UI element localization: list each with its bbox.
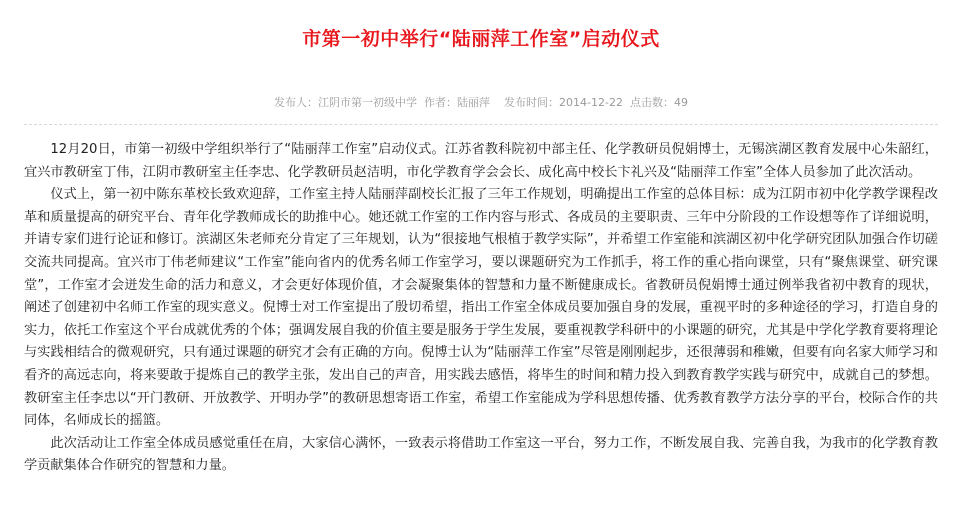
article-meta: [24, 96, 938, 110]
article-body: [24, 139, 938, 478]
meta-divider: [24, 124, 938, 125]
views-value: 49: [673, 96, 688, 109]
author-label: 作者：: [424, 96, 458, 109]
publisher-value: 江阴市第一初级中学: [318, 96, 418, 109]
article-title: 市第一初中举行“陆丽萍工作室”启动仪式: [302, 28, 660, 50]
date-value: 2014-12-22: [559, 96, 623, 109]
views-label: 点击数：: [629, 96, 674, 109]
paragraph-2: 仪式上，第一初中陈东革校长致欢迎辞，工作室主持人陆丽萍副校长汇报了三年工作规划，明确提出工作室的总体目标：成为江阴市初中化学教学课程改革和质量提高的研究平台、青年化学教师成长的助推中心。她还就工作室的工作内容与形式、各成员的主要职责、三年中分阶段的工作设想等作了详细说明，并请专家们进行论证和修订。滨湖区朱老师充分肯定了三年规划，认为“很接地气根植于教学实际”，并希望工作室能和滨湖区初中化学研究团队加强合作切磋交流共同提高。宜兴市丁伟老师建议“工作室”能向省内的优秀名师工作室学习，要以课题研究为工作抓手，将工作的重心指向课堂，只有“聚焦课堂、研究课堂”，工作室才会迸发生命的活力和意义，才会更好体现价值，才会凝聚集体的智慧和力量不断健康成长。省教研员倪娟博士通过例举我省初中教育的现状，阐述了创建初中名师工作室的现实意义。倪博士对工作室提出了殷切希望，指出工作室全体成员要加强自身的发展，重视平时的多种途径的学习，打造自身的实力，依托工作室这个平台成就优秀的个体；强调发展自我的价值主要是服务于学生发展，要重视教学科研中的小课题的研究，尤其是中学化学教育要将理论与实践相结合的微观研究，只有通过课题的研究才会有正确的方向。倪博士认为“陆丽萍工作室”尽管是刚刚起步，还很薄弱和稚嫩，但要有向名家大师学习和看齐的高远志向，将来要敢于提炼自己的教学主张，发出自己的声音，用实践去感悟，将毕生的时间和精力投入到教育教学实践与研究中，成就自己的梦想。教研室主任李忠以“开门教研、开放教学、开明办学”的教研思想寄语工作室，希望工作室能成为学科思想传播、优秀教育教学方法分享的平台，校际合作的共同体，名师成长的摇篮。: [24, 187, 938, 429]
date-label: 发布时间：: [504, 96, 560, 109]
author-value: 陆丽萍: [457, 96, 491, 109]
paragraph-1: 12月20日，市第一初级中学组织举行了“陆丽萍工作室”启动仪式。江苏省教科院初中部主任、化学教研员倪娟博士，无锡滨湖区教育发展中心朱韶红，宜兴市教研室丁伟，江阴市教研室主任李忠、化学教研员赵洁明，市化学教育学会会长、成化高中校长卞礼兴及“陆丽萍工作室”全体人员参加了此次活动。: [24, 142, 938, 180]
publisher-label: 发布人：: [274, 96, 319, 109]
paragraph-3: 此次活动让工作室全体成员感觉重任在肩，大家信心满怀，一致表示将借助工作室这一平台，努力工作，不断发展自我、完善自我，为我市的化学教育教学贡献集体合作研究的智慧和力量。: [24, 435, 938, 474]
